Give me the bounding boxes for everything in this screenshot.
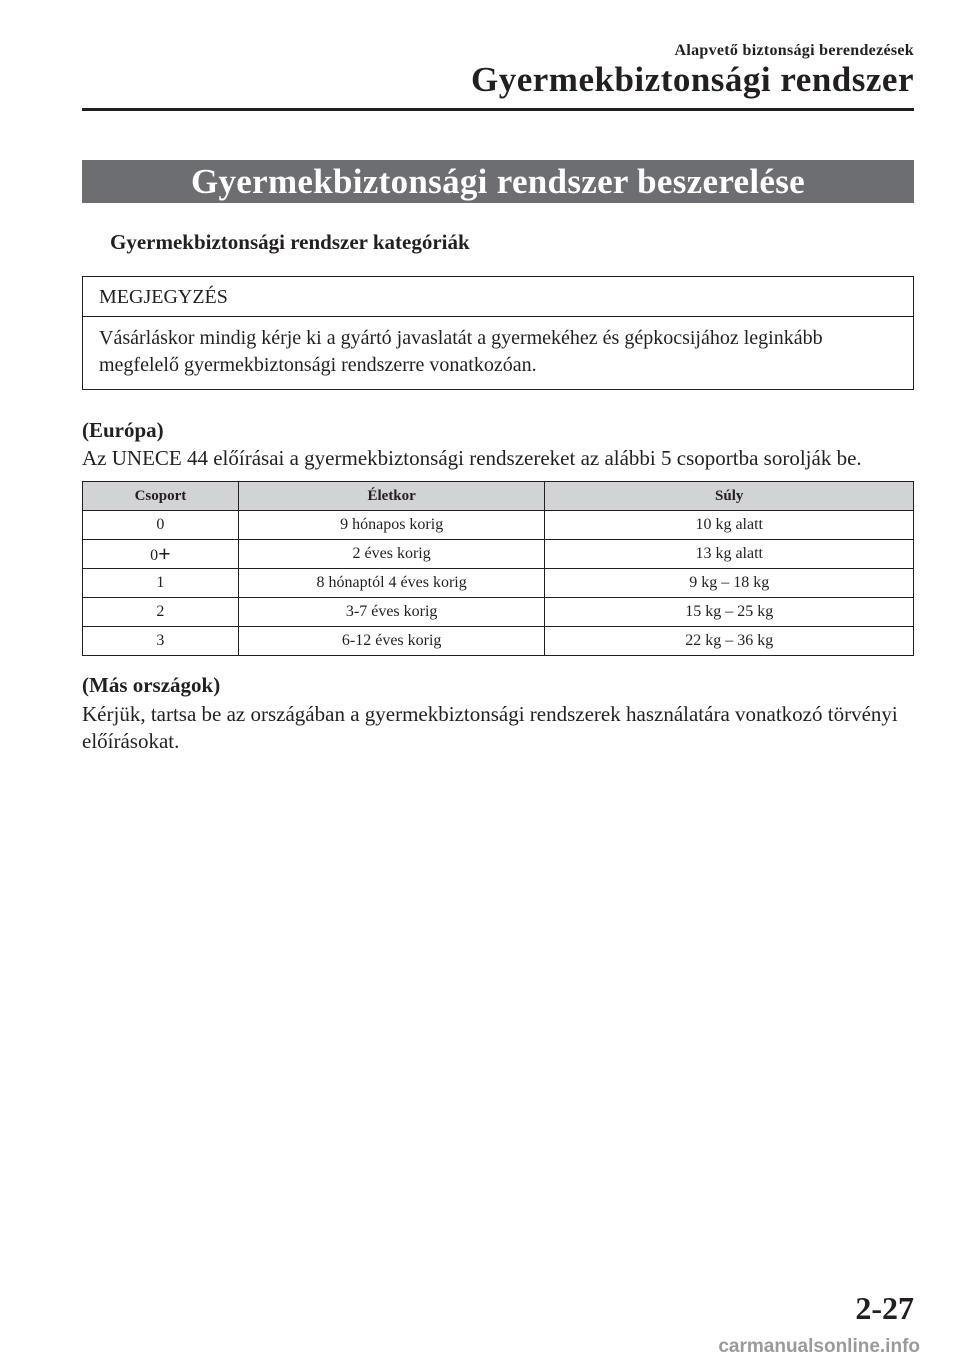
- column-header-weight: Súly: [545, 482, 914, 511]
- note-box: [82, 276, 914, 390]
- header-divider: [82, 108, 914, 111]
- group-value: 0: [156, 516, 165, 533]
- table-row: [83, 540, 914, 569]
- column-header-age: Életkor: [238, 482, 545, 511]
- other-countries-text: Kérjük, tartsa be az országában a gyermekbiztonsági rendszerek használatára vonatkozó törvényi előírásokat.: [82, 702, 898, 753]
- table-row: [83, 598, 914, 627]
- cell-weight: 15 kg – 25 kg: [545, 598, 914, 627]
- cell-weight: 22 kg – 36 kg: [545, 627, 914, 656]
- group-table: [82, 481, 914, 656]
- cell-group: [83, 598, 239, 627]
- cell-weight: 9 kg – 18 kg: [545, 569, 914, 598]
- table-header-row: [83, 482, 914, 511]
- subheading: Gyermekbiztonsági rendszer kategóriák: [110, 230, 470, 254]
- group-value: 2: [156, 603, 165, 620]
- other-countries-heading: (Más országok): [82, 673, 221, 697]
- section-heading-bar: Gyermekbiztonsági rendszer beszerelése: [82, 160, 914, 203]
- column-header-group: Csoport: [83, 482, 239, 511]
- chapter-title: Alapvető biztonsági berendezések: [674, 42, 914, 59]
- cell-age: 6-12 éves korig: [238, 627, 545, 656]
- group-value: 1: [156, 574, 165, 591]
- table-row: [83, 627, 914, 656]
- europe-text: Az UNECE 44 előírásai a gyermekbiztonsági rendszereket az alábbi 5 csoportba sorolják be.: [82, 446, 862, 470]
- cell-group: [83, 569, 239, 598]
- cell-weight: 13 kg alatt: [545, 540, 914, 569]
- note-text: Vásárláskor mindig kérje ki a gyártó javaslatát a gyermekéhez és gépkocsijához leginkább megfelelő gyermekbiztonsági rendszerre vonatkozóan.: [99, 327, 823, 376]
- page-section-title: Gyermekbiztonsági rendszer: [471, 60, 914, 99]
- watermark-link[interactable]: carmanualsonline.info: [718, 1336, 920, 1357]
- cell-age: 3-7 éves korig: [238, 598, 545, 627]
- cell-group: [83, 511, 239, 540]
- page-number: 2-27: [855, 1290, 914, 1326]
- table-row: [83, 569, 914, 598]
- cell-age: 2 éves korig: [238, 540, 545, 569]
- plus-icon: +: [158, 541, 171, 566]
- cell-weight: 10 kg alatt: [545, 511, 914, 540]
- group-value: 3: [156, 632, 165, 649]
- cell-age: 9 hónapos korig: [238, 511, 545, 540]
- cell-age: 8 hónaptól 4 éves korig: [238, 569, 545, 598]
- cell-group: [83, 627, 239, 656]
- group-value: 0: [150, 547, 159, 564]
- note-title: MEGJEGYZÉS: [83, 277, 913, 317]
- table-row: [83, 511, 914, 540]
- cell-group: [83, 540, 239, 569]
- europe-heading: (Európa): [82, 418, 164, 442]
